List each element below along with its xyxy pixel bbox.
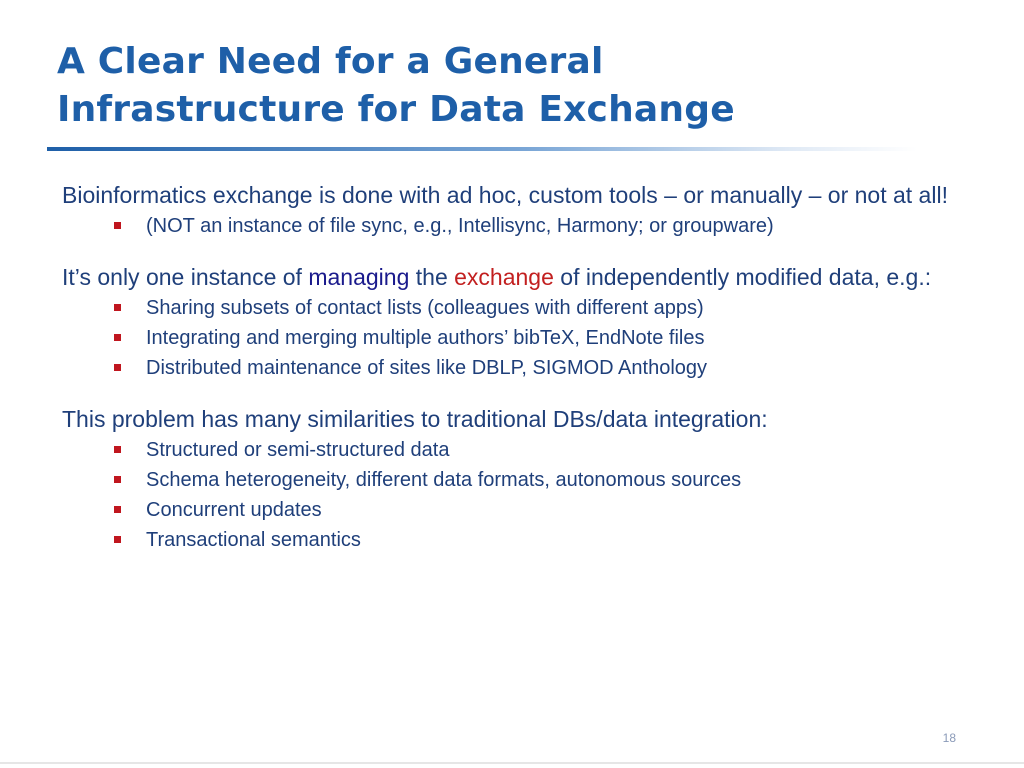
section-2-text-pre: It’s only one instance of bbox=[62, 264, 309, 290]
section-3 bbox=[62, 405, 982, 555]
section-3-bullets bbox=[62, 435, 982, 555]
slide-body bbox=[62, 181, 982, 577]
list-item bbox=[114, 435, 982, 465]
highlight-managing: managing bbox=[308, 264, 410, 290]
list-item-text: Schema heterogeneity, different data formats, autonomous sources bbox=[146, 469, 742, 491]
square-bullet-icon bbox=[114, 476, 121, 483]
square-bullet-icon bbox=[114, 364, 121, 371]
list-item-text: Sharing subsets of contact lists (colleagues with different apps) bbox=[146, 297, 704, 319]
title-divider bbox=[47, 147, 917, 151]
section-2 bbox=[62, 263, 982, 383]
list-item bbox=[114, 495, 982, 525]
bottom-divider bbox=[0, 762, 1024, 764]
list-item bbox=[114, 525, 982, 555]
square-bullet-icon bbox=[114, 222, 121, 229]
section-3-text: This problem has many similarities to traditional DBs/data integration: bbox=[62, 406, 768, 432]
section-2-text-mid: the bbox=[409, 264, 455, 290]
list-item bbox=[114, 465, 982, 495]
highlight-exchange: exchange bbox=[454, 264, 554, 290]
list-item-text: Integrating and merging multiple authors’ bibTeX, EndNote files bbox=[146, 327, 705, 349]
section-1-text: Bioinformatics exchange is done with ad hoc, custom tools – or manually – or not at all! bbox=[62, 182, 948, 208]
square-bullet-icon bbox=[114, 446, 121, 453]
title-line-2: Infrastructure for Data Exchange bbox=[57, 89, 735, 130]
list-item-text: Concurrent updates bbox=[146, 499, 322, 521]
list-item-text: Transactional semantics bbox=[146, 529, 361, 551]
section-2-text bbox=[62, 263, 982, 291]
square-bullet-icon bbox=[114, 304, 121, 311]
section-2-bullets bbox=[62, 293, 982, 383]
list-item-text: Distributed maintenance of sites like DBLP, SIGMOD Anthology bbox=[146, 357, 708, 379]
slide-title bbox=[57, 38, 957, 134]
list-item bbox=[114, 353, 982, 383]
list-item-text: (NOT an instance of file sync, e.g., Intellisync, Harmony; or groupware) bbox=[146, 215, 774, 237]
section-1 bbox=[62, 181, 982, 241]
square-bullet-icon bbox=[114, 334, 121, 341]
list-item bbox=[114, 323, 982, 353]
list-item bbox=[114, 293, 982, 323]
section-1-bullets bbox=[62, 211, 982, 241]
list-item-text: Structured or semi-structured data bbox=[146, 439, 450, 461]
square-bullet-icon bbox=[114, 536, 121, 543]
square-bullet-icon bbox=[114, 506, 121, 513]
page-number: 18 bbox=[942, 731, 956, 745]
section-2-text-post: of independently modified data, e.g.: bbox=[553, 264, 932, 290]
title-line-1: A Clear Need for a General bbox=[57, 41, 604, 82]
list-item bbox=[114, 211, 982, 241]
